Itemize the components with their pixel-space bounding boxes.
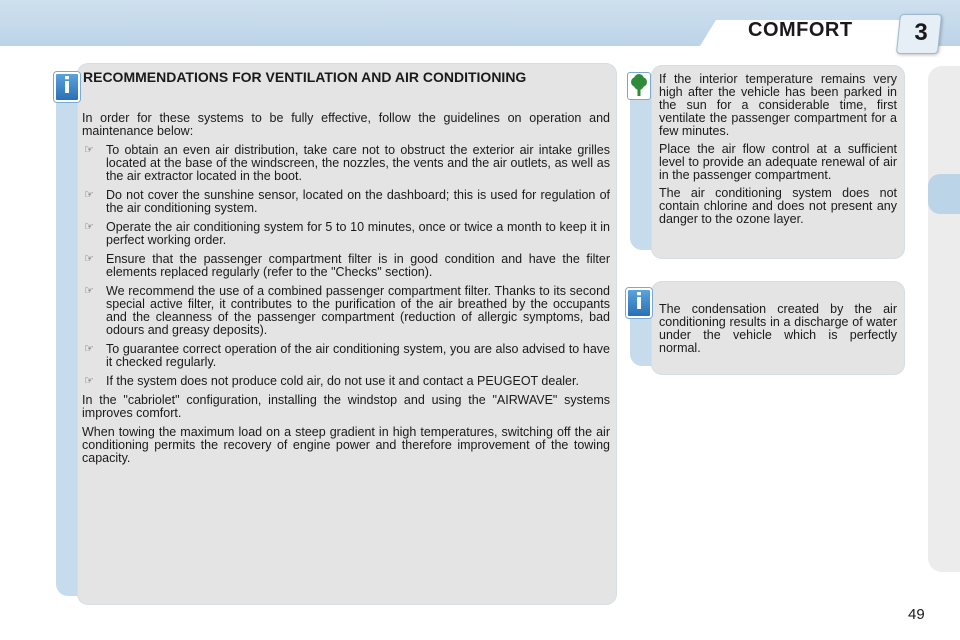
section-heading: RECOMMENDATIONS FOR VENTILATION AND AIR CONDITIONING bbox=[83, 69, 527, 85]
environment-paragraph: The air conditioning system does not contain chlorine and does not present any danger to the ozone layer. bbox=[659, 186, 897, 226]
environment-text bbox=[659, 73, 897, 231]
page-title: COMFORT bbox=[748, 19, 853, 41]
list-item: ☞ To obtain an even air distribution, take care not to obstruct the exterior air intake grilles located at the base of the windscreen, the nozzles, the vents and the air outlets, as well as the air extractor located in the boot. bbox=[84, 143, 610, 183]
pointing-hand-icon: ☞ bbox=[84, 144, 94, 156]
list-item: ☞ Operate the air conditioning system for 5 to 10 minutes, once or twice a month to keep it in perfect working order. bbox=[84, 220, 610, 247]
list-item: ☞ Do not cover the sunshine sensor, located on the dashboard; this is used for regulation of the air conditioning system. bbox=[84, 188, 610, 215]
towing-note: When towing the maximum load on a steep gradient in high temperatures, switching off the air conditioning permits the recovery of engine power and therefore improvement of the towing capacity. bbox=[82, 425, 610, 465]
pointing-hand-icon: ☞ bbox=[84, 285, 94, 297]
list-item: ☞ Ensure that the passenger compartment filter is in good condition and have the filter elements replaced regularly (refer to the "Checks" section). bbox=[84, 252, 610, 279]
pointing-hand-icon: ☞ bbox=[84, 221, 94, 233]
chapter-number: 3 bbox=[914, 19, 928, 46]
tree-icon bbox=[627, 72, 651, 100]
recommendations-list bbox=[82, 144, 610, 388]
condensation-text: The condensation created by the air conditioning results in a discharge of water under the vehicle which is perfectly normal. bbox=[659, 302, 897, 355]
environment-paragraph: If the interior temperature remains very high after the vehicle has been parked in the sun for a considerable time, first ventilate the passenger compartment for a few minutes. bbox=[659, 72, 897, 138]
info-icon: i bbox=[54, 72, 80, 102]
chapter-side-tab-active[interactable] bbox=[928, 174, 960, 214]
list-item: ☞ If the system does not produce cold air, do not use it and contact a PEUGEOT dealer. bbox=[84, 374, 579, 388]
page-number: 49 bbox=[908, 606, 925, 623]
chapter-side-strip bbox=[928, 66, 960, 572]
info-icon: i bbox=[626, 288, 652, 318]
pointing-hand-icon: ☞ bbox=[84, 189, 94, 201]
pointing-hand-icon: ☞ bbox=[84, 375, 94, 387]
list-item: ☞ We recommend the use of a combined passenger compartment filter. Thanks to its second special active filter, it contributes to the purification of the air breathed by the occupants and the cleanness of the passenger compartment (reduction of allergic symptoms, bad odours and greasy deposits). bbox=[84, 284, 610, 337]
intro-paragraph: In order for these systems to be fully effective, follow the guidelines on operation and maintenance below: bbox=[82, 111, 610, 138]
list-item: ☞ To guarantee correct operation of the air conditioning system, you are also advised to have it checked regularly. bbox=[84, 342, 610, 369]
recommendations-content bbox=[82, 112, 610, 471]
environment-paragraph: Place the air flow control at a sufficient level to provide an adequate renewal of air in the passenger compartment. bbox=[659, 142, 897, 182]
pointing-hand-icon: ☞ bbox=[84, 343, 94, 355]
pointing-hand-icon: ☞ bbox=[84, 253, 94, 265]
cabriolet-note: In the "cabriolet" configuration, installing the windstop and using the "AIRWAVE" systems improves comfort. bbox=[82, 393, 610, 420]
